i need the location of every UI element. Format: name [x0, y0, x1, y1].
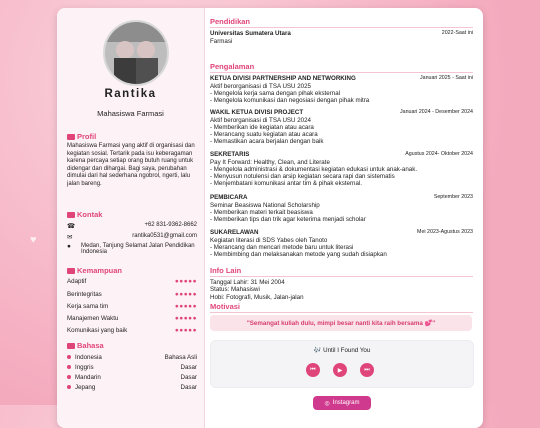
section-title-kontak: Kontak [67, 210, 102, 219]
profil-text: Mahasiswa Farmasi yang aktif di organisasi dan kegiatan sosial. Tertarik pada isu keberagaman karena percaya setiap orang butuh ruang untuk didengar dan dihargai. Bagi saya, perubahan dimulai dari hal sederhana ngobrol, ngerti, lalu jalan bareng. [67, 143, 195, 187]
music-player [210, 340, 474, 388]
contact-icon [67, 212, 75, 218]
divider [210, 27, 473, 28]
cv-card [57, 8, 483, 428]
profile-role: Mahasiswa Farmasi [97, 109, 164, 118]
divider [210, 276, 473, 277]
experience-entry: WAKIL KETUA DIVISI PROJECT Januari 2024 - Desember 2024 [210, 109, 473, 116]
right-column [210, 8, 473, 428]
section-title-profil: Profil [67, 132, 96, 141]
skill-item: Komunikasi yang baik ●●●●● [67, 327, 197, 334]
contact-phone: ☎ +62 831-9362-8662 [67, 222, 197, 230]
section-title-kemampuan: Kemampuan [67, 266, 122, 275]
language-item: Jepang Dasar [67, 384, 197, 391]
heart-icon: ♥ [30, 234, 37, 246]
language-item: Inggris Dasar [67, 364, 197, 371]
instagram-icon: ◎ [324, 400, 330, 407]
next-button[interactable]: ⏭ [360, 363, 374, 377]
skills-icon [67, 268, 75, 274]
phone-icon: ☎ [67, 223, 76, 230]
language-item: Mandarin Dasar [67, 374, 197, 381]
section-title-bahasa: Bahasa [67, 341, 104, 350]
left-column [57, 8, 205, 428]
previous-button[interactable]: ⏮ [306, 363, 320, 377]
divider [210, 312, 473, 313]
location-icon: ● [67, 243, 71, 250]
section-title-pengalaman: Pengalaman [210, 62, 255, 71]
avatar [103, 20, 169, 86]
section-title-pendidikan: Pendidikan [210, 17, 251, 26]
experience-entry: PEMBICARA September 2023 [210, 194, 473, 201]
contact-address: ● Medan, Tanjung Selamat Jalan Pendidikan Indonesia [67, 243, 195, 255]
education-entry [210, 30, 473, 37]
skill-item: Manajemen Waktu ●●●●● [67, 315, 197, 322]
experience-detail: Kegiatan literasi di SDS Yabes oleh Tanoto - Merancang dan mencari metode baru untuk literasi - Membimbing dan melaksanakan metode yang sudah disiapkan [210, 237, 387, 259]
language-item: Indonesia Bahasa Asli [67, 354, 197, 361]
email-icon: ✉ [67, 234, 73, 241]
experience-entry: KETUA DIVISI PARTNERSHIP AND NETWORKING Januari 2025 - Saat ini [210, 75, 473, 82]
info-list: Tanggal Lahir: 31 Mei 2004 Status: Mahasiswi Hobi: Fotografi, Musik, Jalan-jalan [210, 279, 304, 301]
motivation-quote: "Semangat kuliah dulu, mimpi besar nanti kita raih bersama 💕" [210, 315, 472, 331]
music-title: 🎶 Until I Found You [313, 347, 371, 354]
section-title-info: Info Lain [210, 266, 242, 275]
play-button[interactable]: ▶ [333, 363, 347, 377]
education-school: Universitas Sumatera Utara [210, 30, 291, 37]
profile-icon [67, 134, 75, 140]
section-title-motivasi: Motivasi [210, 302, 241, 311]
education-major: Farmasi [210, 38, 233, 45]
divider [210, 72, 473, 73]
profile-name: Rantika [104, 88, 157, 100]
skill-item: Berintegritas ●●●●● [67, 291, 197, 298]
experience-detail: Pay It Forward: Healthy, Clean, and Literate - Mengelola administrasi & dokumentasi kegiatan edukasi untuk anak-anak. - Menyusun notulensi dan arsip kegiatan secara rapi dan sistematis - Menjembatani komunikasi antar tim & pihak eksternal. [210, 159, 418, 188]
contact-email: ✉ rantika0531@gmail.com [67, 233, 197, 241]
skill-item: Kerja sama tim ●●●●● [67, 303, 197, 310]
experience-entry: SUKARELAWAN Mei 2023-Agustus 2023 [210, 229, 473, 236]
education-date: 2022-Saat ini [441, 30, 473, 36]
experience-detail: Aktif berorganisasi di TSA USU 2024 - Memberikan ide kegiatan atau acara - Merancang suatu kegiatan atau acara - Memastikan acara berjalan dengan baik [210, 117, 324, 146]
skill-item: Adaptif ●●●●● [67, 278, 197, 285]
instagram-button[interactable]: ◎ Instagram [313, 396, 371, 410]
experience-detail: Aktif berorganisasi di TSA USU 2025 - Mengelola kerja sama dengan pihak eksternal - Mengelola komunikasi dan negosiasi dengan pihak mitra [210, 83, 370, 105]
experience-detail: Seminar Beasiswa National Scholarship - Memberikan materi terkait beasiswa - Memberikan tips dan trik agar keterima menjadi scholar [210, 202, 366, 224]
experience-entry: SEKRETARIS Agustus 2024- Oktober 2024 [210, 151, 473, 158]
language-icon [67, 343, 75, 349]
